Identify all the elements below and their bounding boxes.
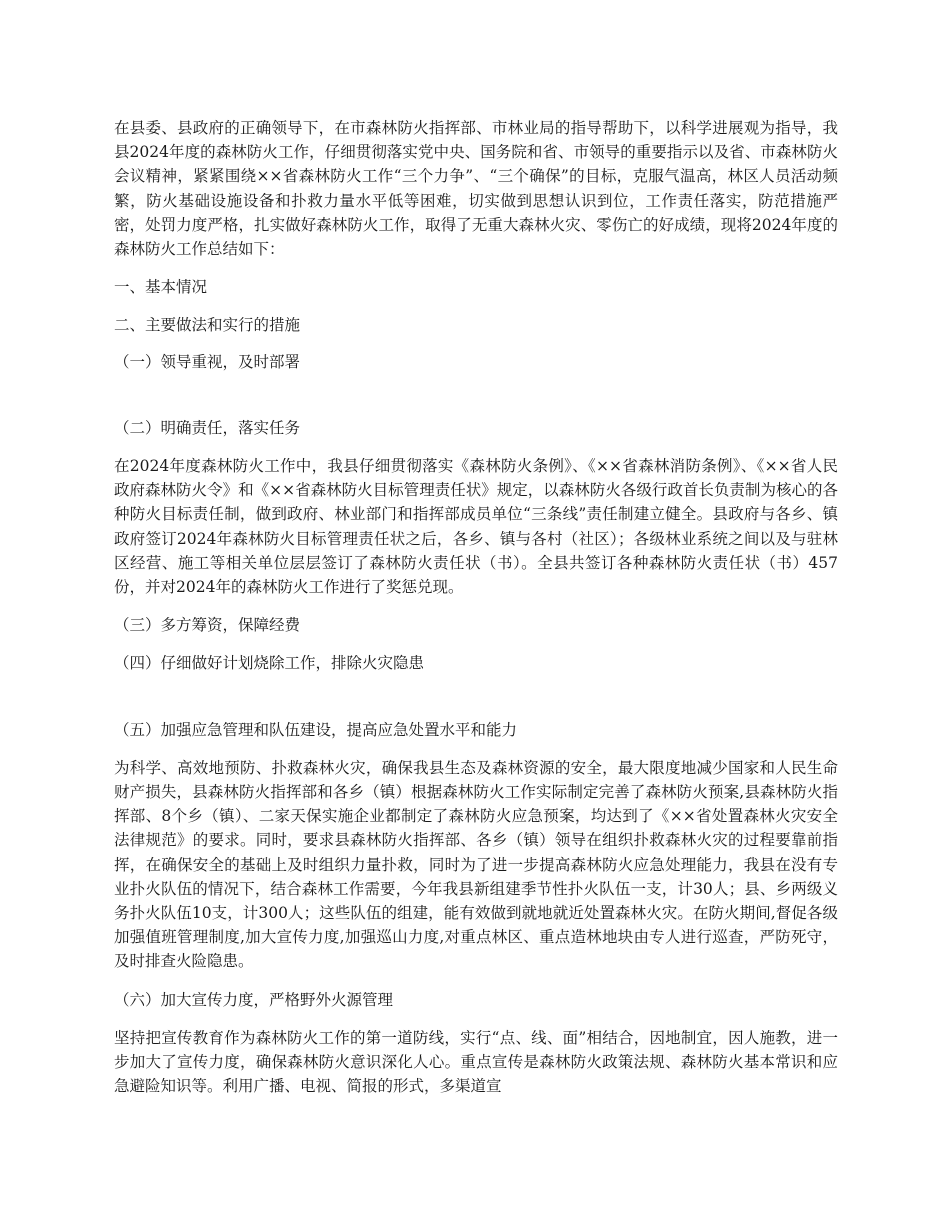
publicity-paragraph: 坚持把宣传教育作为森林防火工作的第一道防线，实行“点、线、面”相结合，因地制宜，因人施教，进一步加大了宣传力度，确保森林防火意识深化人心。重点宣传是森林防火政策法规、森林防火基本常识和应急避险知识等。利用广播、电视、简报的形式，多渠道宣: [114, 1028, 838, 1096]
subheading-emergency-management: （五）加强应急管理和队伍建设，提高应急处置水平和能力: [114, 720, 518, 739]
subheading-funding: （三）多方筹资，保障经费: [114, 616, 301, 635]
subheading-publicity: （六）加大宣传力度，严格野外火源管理: [114, 990, 394, 1009]
section-heading-basic-situation: 一、基本情况: [114, 278, 208, 297]
emergency-paragraph: 为科学、高效地预防、扑救森林火灾，确保我县生态及森林资源的安全，最大限度地减少国家和人民生命财产损失，县森林防火指挥部和各乡（镇）根据森林防火工作实际制定完善了森林防火预案,县森林防火指挥部、8个乡（镇）、二家天保实施企业都制定了森林防火应急预案，均达到了《××省处置森林火灾安全法律规范》的要求。同时，要求县森林防火指挥部、各乡（镇）领导在组织扑救森林火灾的过程要靠前指挥，在确保安全的基础上及时组织力量扑救，同时为了进一步提高森林防火应急处理能力，我县在没有专业扑火队伍的情况下，结合森林工作需要，今年我县新组建季节性扑火队伍一支，计30人；县、乡两级义务扑火队伍10支，计300人；这些队伍的组建，能有效做到就地就近处置森林火灾。在防火期间,督促各级加强值班管理制度,加大宣传力度,加强巡山力度,对重点林区、重点造林地块由专人进行巡查，严防死守，及时排查火险隐患。: [114, 758, 838, 971]
subheading-planned-burning: （四）仔细做好计划烧除工作，排除火灾隐患: [114, 654, 425, 673]
intro-paragraph: 在县委、县政府的正确领导下，在市森林防火指挥部、市林业局的指导帮助下，以科学进展观为指导，我县2024年度的森林防火工作，仔细贯彻落实党中央、国务院和省、市领导的重要指示以及省、市森林防火会议精神，紧紧围绕××省森林防火工作“三个力争”、“三个确保”的目标，克服气温高，林区人员活动频繁，防火基础设施设备和扑救力量水平低等困难，切实做到思想认识到位，工作责任落实，防范措施严密，处罚力度严格，扎实做好森林防火工作，取得了无重大森林火灾、零伤亡的好成绩，现将2024年度的森林防火工作总结如下：: [114, 119, 838, 259]
subheading-leadership: （一）领导重视，及时部署: [114, 352, 301, 371]
subheading-responsibility: （二）明确责任，落实任务: [114, 418, 301, 437]
responsibility-paragraph: 在2024年度森林防火工作中，我县仔细贯彻落实《森林防火条例》、《××省森林消防条例》、《××省人民政府森林防火令》和《××省森林防火目标管理责任状》规定，以森林防火各级行政首长负责制为核心的各种防火目标责任制，做到政府、林业部门和指挥部成员单位“三条线”责任制建立健全。县政府与各乡、镇政府签订2024年森林防火目标管理责任状之后，各乡、镇与各村（社区）；各级林业系统之间以及与驻林区经营、施工等相关单位层层签订了森林防火责任状（书）。全县共签订各种森林防火责任状（书）457份，并对2024年的森林防火工作进行了奖惩兑现。: [114, 457, 838, 597]
document-page: [114, 116, 838, 1099]
section-heading-main-measures: 二、主要做法和实行的措施: [114, 316, 301, 335]
